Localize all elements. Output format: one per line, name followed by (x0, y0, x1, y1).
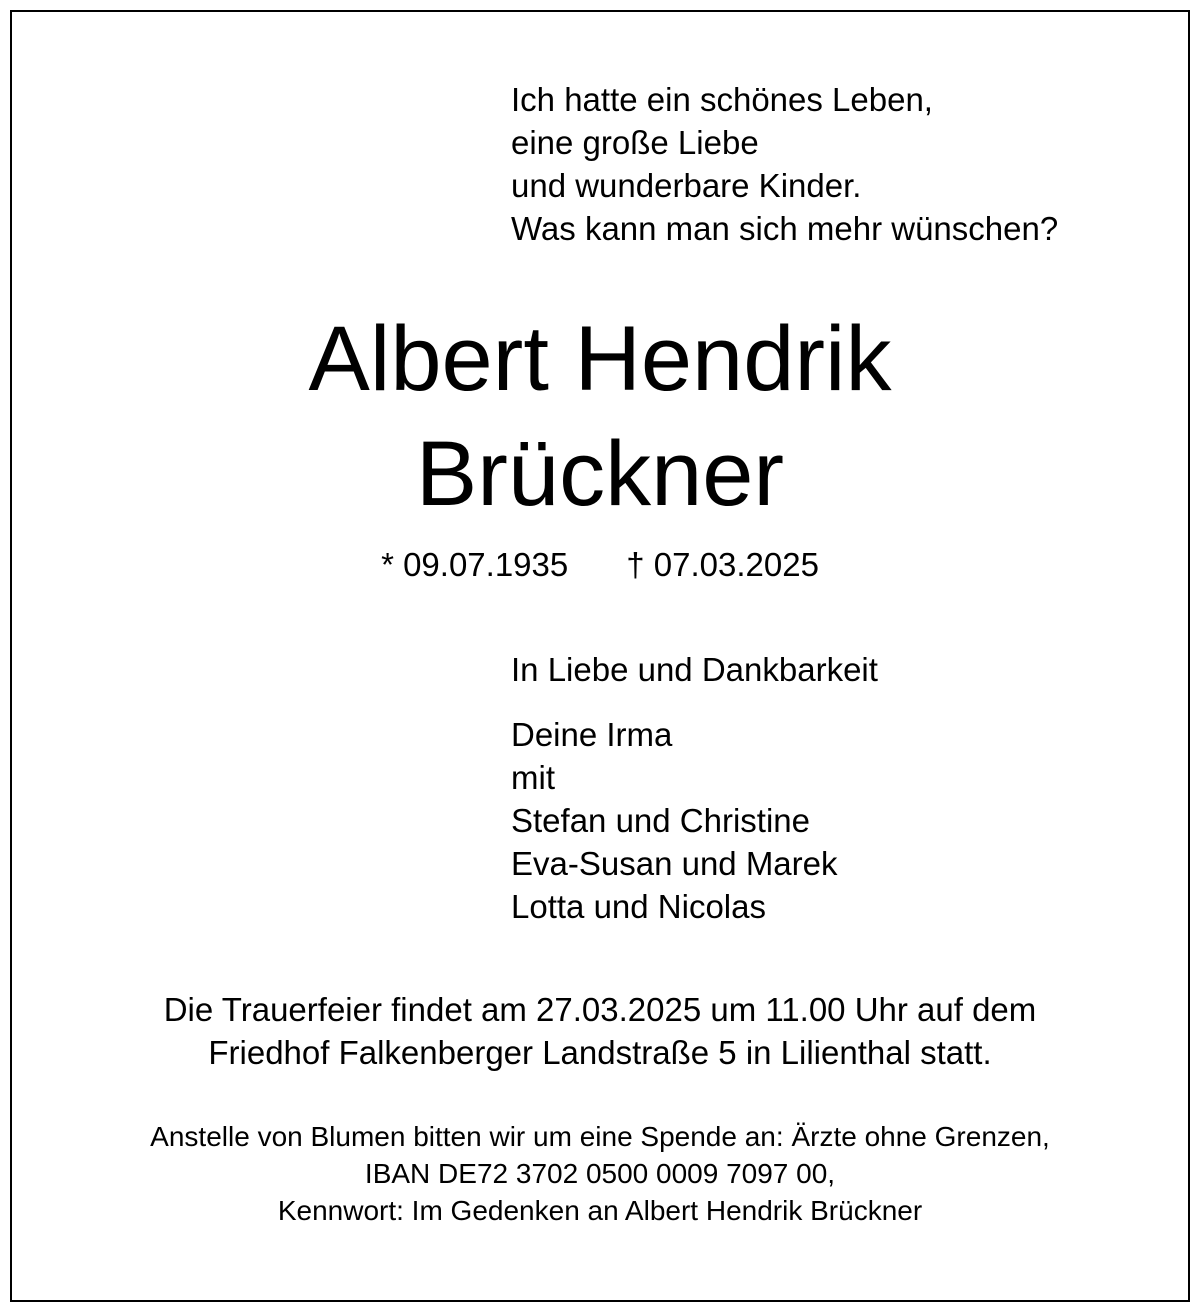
mourners-list (511, 713, 838, 928)
ceremony-info (0, 988, 1200, 1074)
ceremony-line: Friedhof Falkenberger Landstraße 5 in Lilienthal statt. (208, 1034, 992, 1071)
mourner-name: Stefan und Christine (511, 802, 811, 839)
motto-verse (511, 78, 1058, 250)
motto-line: Was kann man sich mehr wünschen? (511, 210, 1059, 247)
life-dates (0, 543, 1200, 587)
death-date: † 07.03.2025 (626, 546, 819, 583)
deceased-last-name: Brückner (415, 423, 785, 525)
motto-line: Ich hatte ein schönes Leben, (511, 81, 933, 118)
mourner-name: Eva-Susan und Marek (511, 845, 838, 882)
mourners-intro: In Liebe und Dankbarkeit (511, 651, 878, 688)
motto-line: und wunderbare Kinder. (511, 167, 862, 204)
donation-line: Anstelle von Blumen bitten wir um eine Spende an: Ärzte ohne Grenzen, (150, 1121, 1050, 1152)
mourner-name: mit (511, 759, 555, 796)
motto-line: eine große Liebe (511, 124, 759, 161)
mourner-name: Deine Irma (511, 716, 673, 753)
mourner-name: Lotta und Nicolas (511, 888, 766, 925)
deceased-first-names: Albert Hendrik (308, 308, 892, 410)
donation-line: Kennwort: Im Gedenken an Albert Hendrik Brückner (277, 1195, 923, 1226)
ceremony-line: Die Trauerfeier findet am 27.03.2025 um 11.00 Uhr auf dem (163, 991, 1037, 1028)
donation-line: IBAN DE72 3702 0500 0009 7097 00, (364, 1158, 836, 1189)
donation-info (0, 1118, 1200, 1229)
birth-date: * 09.07.1935 (381, 546, 569, 583)
